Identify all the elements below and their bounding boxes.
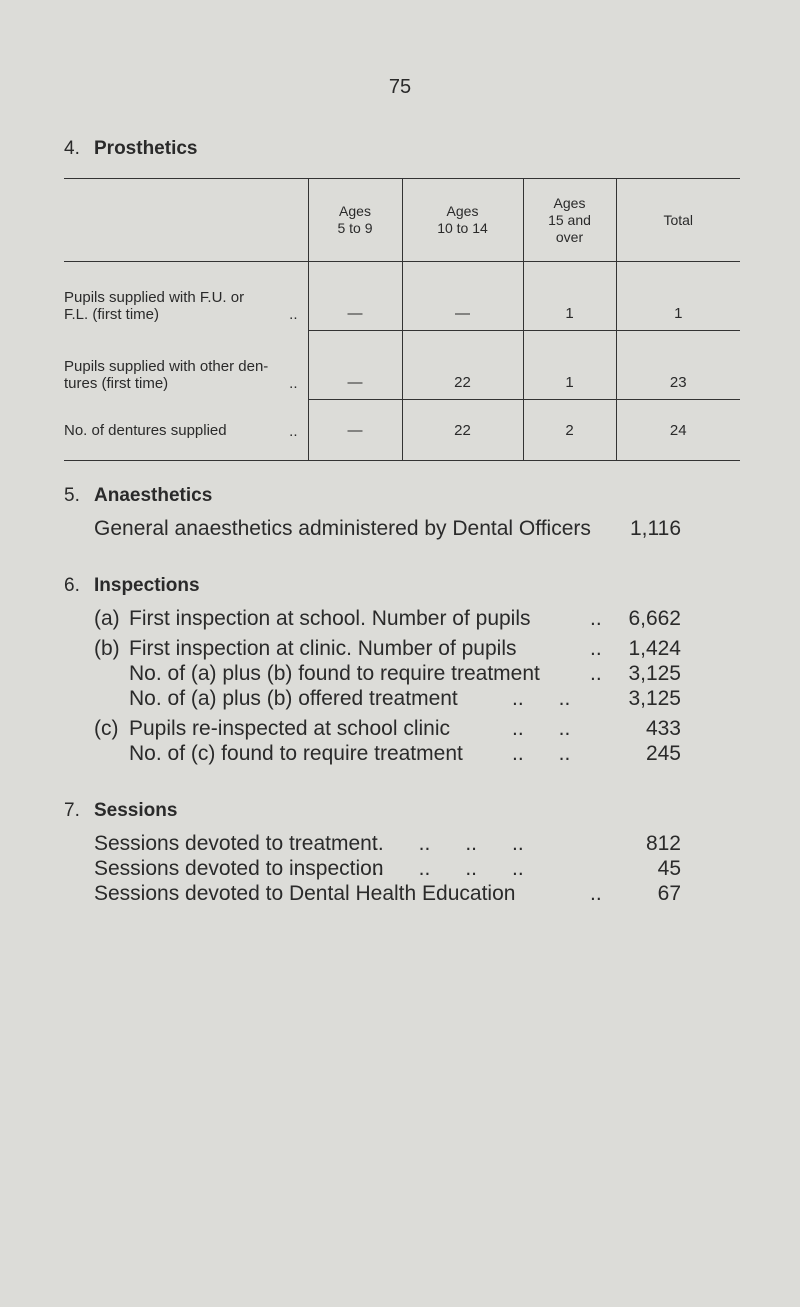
section-number: 6. xyxy=(64,575,80,596)
list-item-label: Sessions devoted to treatment xyxy=(94,832,378,855)
table-cell: 1 xyxy=(523,262,616,331)
prosthetics-table xyxy=(64,178,740,461)
header-empty xyxy=(64,179,308,262)
row-label: Pupils supplied with other den- tures (first time) .. xyxy=(64,357,298,392)
list-item-prefix: (a) xyxy=(94,607,120,630)
list-item-label: No. of (a) plus (b) found to require treatment xyxy=(129,662,540,685)
row-label: No. of dentures supplied .. xyxy=(64,421,298,440)
table-cell: — xyxy=(308,331,402,400)
anaesthetics-value: 1,116 xyxy=(630,517,681,540)
section-number: 4. xyxy=(64,138,80,159)
section-heading: Sessions xyxy=(94,800,178,821)
list-item-value: 245 xyxy=(645,742,681,765)
list-item-label: No. of (a) plus (b) offered treatment xyxy=(129,687,458,710)
section-title-anaesthetics xyxy=(64,485,212,507)
list-item-prefix: (b) xyxy=(94,637,120,660)
list-item-prefix: (c) xyxy=(94,717,119,740)
row-label: Pupils supplied with F.U. or F.L. (first time) .. xyxy=(64,288,298,323)
table-cell: 1 xyxy=(523,331,616,400)
list-item-value: 67 xyxy=(657,882,681,905)
anaesthetics-label: General anaesthetics administered by Dental Officers xyxy=(94,517,591,540)
list-item-label: No. of (c) found to require treatment xyxy=(129,742,463,765)
header-ages-10-14: Ages 10 to 14 xyxy=(402,179,523,262)
header-ages-5-9: Ages 5 to 9 xyxy=(308,179,402,262)
leader-dots: .. xyxy=(590,607,602,630)
table-row xyxy=(64,331,740,400)
table-row xyxy=(64,400,740,461)
section-title-prosthetics xyxy=(64,138,197,160)
table-cell: 1 xyxy=(616,262,740,331)
section-heading: Prosthetics xyxy=(94,138,198,159)
section-title-inspections xyxy=(64,575,200,597)
list-item-value: 812 xyxy=(645,832,681,855)
section-title-sessions xyxy=(64,800,177,822)
leader-dots: .. .. .. .. xyxy=(372,857,524,880)
list-item-value: 6,662 xyxy=(628,607,681,630)
list-item-value: 3,125 xyxy=(628,662,681,685)
leader-dots: .. xyxy=(590,637,602,660)
header-ages-15-over: Ages 15 and over xyxy=(523,179,616,262)
list-item-label: Sessions devoted to Dental Health Education xyxy=(94,882,516,905)
table-cell: — xyxy=(402,262,523,331)
leader-dots: .. .. xyxy=(512,687,571,710)
leader-dots: .. xyxy=(590,662,602,685)
table-cell: 22 xyxy=(402,400,523,461)
list-item-label: Sessions devoted to inspection xyxy=(94,857,384,880)
list-item-value: 433 xyxy=(645,717,681,740)
table-row xyxy=(64,262,740,331)
leader-dots: .. xyxy=(590,882,602,905)
list-item-label: First inspection at school. Number of pupils xyxy=(129,607,531,630)
table-header-row xyxy=(64,179,740,262)
section-heading: Inspections xyxy=(94,575,200,596)
list-item-value: 45 xyxy=(657,857,681,880)
leader-dots: .. .. xyxy=(512,742,571,765)
page-number: 75 xyxy=(388,76,412,98)
list-item-label: First inspection at clinic. Number of pupils xyxy=(129,637,517,660)
section-number: 7. xyxy=(64,800,80,821)
table-cell: 23 xyxy=(616,331,740,400)
table-cell: 22 xyxy=(402,331,523,400)
table-cell: 2 xyxy=(523,400,616,461)
table-cell: 24 xyxy=(616,400,740,461)
section-number: 5. xyxy=(64,485,80,506)
list-item-label: Pupils re-inspected at school clinic xyxy=(129,717,450,740)
list-item-value: 1,424 xyxy=(628,637,681,660)
leader-dots: .. .. xyxy=(512,717,571,740)
table-cell: — xyxy=(308,262,402,331)
header-total: Total xyxy=(616,179,740,262)
section-heading: Anaesthetics xyxy=(94,485,213,506)
table-cell: — xyxy=(308,400,402,461)
list-item-value: 3,125 xyxy=(628,687,681,710)
leader-dots: .. .. .. .. xyxy=(372,832,524,855)
